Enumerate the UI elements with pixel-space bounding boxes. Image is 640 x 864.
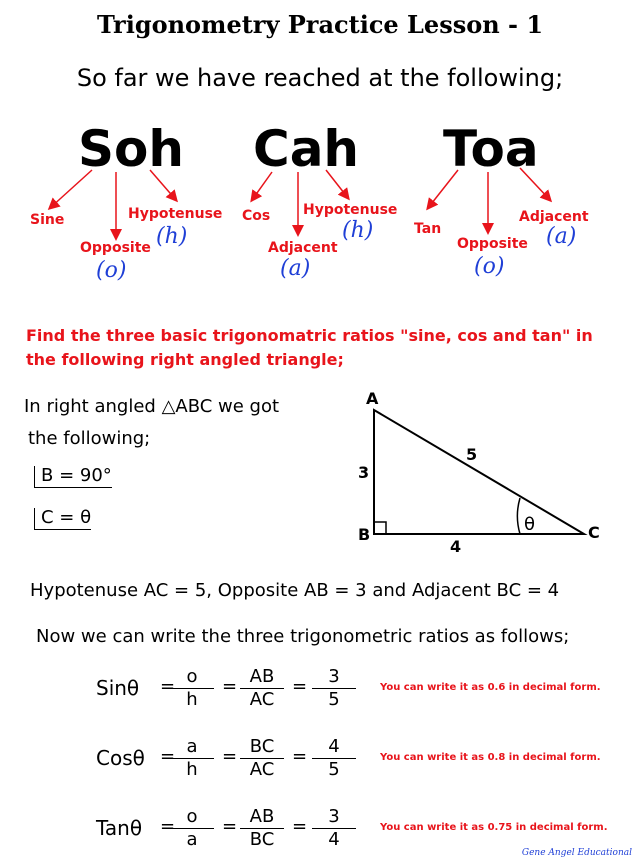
given-angle-b: B = 90° xyxy=(34,466,112,488)
equals-sign: = xyxy=(292,676,308,697)
symbol-o-toa: (o) xyxy=(474,254,505,279)
mnemonic-cah: Cah xyxy=(253,120,360,178)
fraction-denominator: 5 xyxy=(328,689,340,710)
fraction-denominator: h xyxy=(186,759,198,780)
fraction-denominator: h xyxy=(186,689,198,710)
mnemonic-toa: Toa xyxy=(443,120,539,178)
fraction-denominator: BC xyxy=(249,829,275,850)
page-title: Trigonometry Practice Lesson - 1 xyxy=(96,10,544,39)
ratio-name: Tanθ xyxy=(96,816,143,840)
symbol-h-cah: (h) xyxy=(342,218,374,243)
label-adjacent-toa: Adjacent xyxy=(519,209,589,225)
fraction-numerator: BC xyxy=(240,736,284,759)
fraction-symbolic xyxy=(170,806,214,851)
equals-sign: = xyxy=(222,676,238,697)
fraction-sides xyxy=(240,806,284,851)
ratio-name: Cosθ xyxy=(96,746,145,770)
symbol-a-toa: (a) xyxy=(546,224,577,249)
given-line-2: the following; xyxy=(28,428,151,449)
symbol-o-soh: (o) xyxy=(96,258,127,283)
sides-summary: Hypotenuse AC = 5, Opposite AB = 3 and Adjacent BC = 4 xyxy=(30,580,560,601)
label-cos: Cos xyxy=(242,208,271,224)
label-tan: Tan xyxy=(414,221,442,237)
fraction-sides xyxy=(240,736,284,781)
label-hypotenuse-soh: Hypotenuse xyxy=(128,206,223,222)
fraction-sides xyxy=(240,666,284,711)
fraction-numerator: o xyxy=(170,666,214,689)
given-line-1 xyxy=(24,396,279,417)
fraction-values xyxy=(312,736,356,781)
fraction-denominator: a xyxy=(186,829,198,850)
intro-text: So far we have reached at the following; xyxy=(76,64,564,92)
ratio-row xyxy=(96,666,616,712)
given-line-1a: In right angled xyxy=(24,396,156,417)
fraction-denominator: AC xyxy=(249,689,275,710)
angle-theta-label: θ xyxy=(524,514,536,535)
equals-sign: = xyxy=(292,746,308,767)
equals-sign: = xyxy=(160,746,176,767)
ratios-intro: Now we can write the three trigonometric ratios as follows; xyxy=(36,626,570,647)
label-opposite-soh: Opposite xyxy=(80,240,151,256)
label-opposite-toa: Opposite xyxy=(457,236,528,252)
equals-sign: = xyxy=(222,816,238,837)
vertex-b-label: B xyxy=(358,525,371,544)
ratio-row xyxy=(96,736,616,782)
label-adjacent-cah: Adjacent xyxy=(268,240,338,256)
fraction-values xyxy=(312,666,356,711)
side-ac-label: 5 xyxy=(466,445,478,464)
ratio-row xyxy=(96,806,616,852)
right-triangle-diagram xyxy=(340,380,630,560)
fraction-numerator: a xyxy=(170,736,214,759)
question-text: Find the three basic trigonomatric ratios "sine, cos and tan" in the following right angled triangle; xyxy=(26,326,593,369)
label-sine: Sine xyxy=(30,212,65,228)
vertex-c-label: C xyxy=(588,523,600,542)
mnemonic-soh: Soh xyxy=(78,120,184,178)
fraction-symbolic xyxy=(170,736,214,781)
side-bc-label: 4 xyxy=(450,537,462,556)
fraction-numerator: 3 xyxy=(312,806,356,829)
decimal-note: You can write it as 0.8 in decimal form. xyxy=(380,752,601,763)
equals-sign: = xyxy=(292,816,308,837)
label-hypotenuse-cah: Hypotenuse xyxy=(303,202,398,218)
vertex-a-label: A xyxy=(366,389,379,408)
side-ab-label: 3 xyxy=(358,463,370,482)
given-line-1b: △ABC we got xyxy=(161,396,280,417)
fraction-denominator: 4 xyxy=(328,829,340,850)
fraction-numerator: 3 xyxy=(312,666,356,689)
fraction-values xyxy=(312,806,356,851)
decimal-note: You can write it as 0.75 in decimal form. xyxy=(380,822,608,833)
footer-signature: Gene Angel Educational xyxy=(521,848,632,858)
fraction-numerator: AB xyxy=(240,666,284,689)
decimal-note: You can write it as 0.6 in decimal form. xyxy=(380,682,601,693)
ratio-name: Sinθ xyxy=(96,676,140,700)
fraction-denominator: 5 xyxy=(328,759,340,780)
fraction-numerator: 4 xyxy=(312,736,356,759)
symbol-h-soh: (h) xyxy=(156,224,188,249)
fraction-numerator: AB xyxy=(240,806,284,829)
fraction-denominator: AC xyxy=(249,759,275,780)
equals-sign: = xyxy=(160,676,176,697)
symbol-a-cah: (a) xyxy=(280,256,311,281)
equals-sign: = xyxy=(222,746,238,767)
fraction-symbolic xyxy=(170,666,214,711)
equals-sign: = xyxy=(160,816,176,837)
given-angle-c: C = θ xyxy=(34,508,91,530)
fraction-numerator: o xyxy=(170,806,214,829)
